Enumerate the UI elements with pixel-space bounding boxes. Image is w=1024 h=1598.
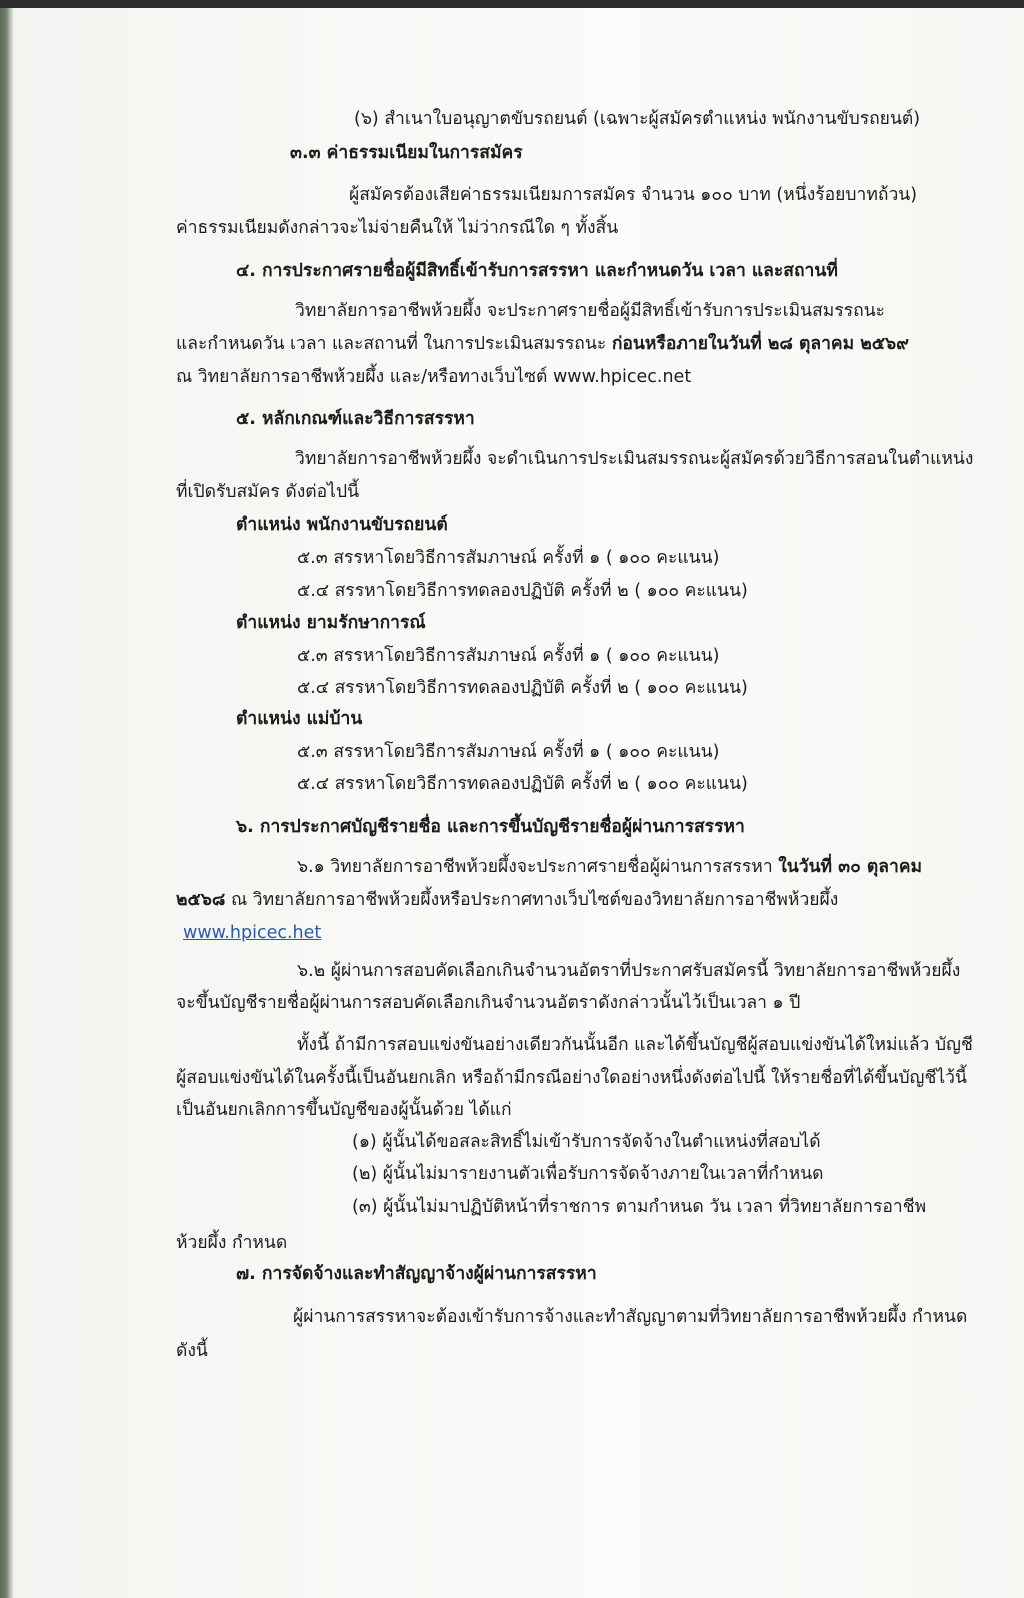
driver-practical-item: ๕.๔ สรรหาโดยวิธีการทดลองปฏิบัติ ครั้งที่ ๒ ( ๑๐๐ คะแนน)	[297, 581, 748, 601]
paragraph-6-1-line-2-text: ณ วิทยาลัยการอาชีพห้วยผึ้งหรือประกาศทางเว็บไซต์ของวิทยาลัยการอาชีพห้วยผึ้ง	[230, 890, 839, 910]
guard-interview-item: ๕.๓ สรรหาโดยวิธีการสัมภาษณ์ ครั้งที่ ๑ ( ๑๐๐ คะแนน)	[297, 646, 720, 666]
position-driver-heading: ตำแหน่ง พนักงานขับรถยนต์	[236, 515, 448, 535]
paragraph-6-1-year: ๒๕๖๘	[176, 890, 226, 910]
paragraph-4-line-2	[176, 333, 909, 355]
paragraph-cancel-line-3: เป็นอันยกเลิกการขึ้นบัญชีของผู้นั้นด้วย ได้แก่	[176, 1100, 512, 1120]
position-guard-heading: ตำแหน่ง ยามรักษาการณ์	[236, 613, 426, 633]
section-7-heading: ๗. การจัดจ้างและทำสัญญาจ้างผู้ผ่านการสรรหา	[236, 1264, 597, 1284]
list-item-driver-license-copy: (๖) สำเนาใบอนุญาตขับรถยนต์ (เฉพาะผู้สมัครตำแหน่ง พนักงานขับรถยนต์)	[354, 109, 921, 129]
paragraph-6-2-line-1: ๖.๒ ผู้ผ่านการสอบคัดเลือกเกินจำนวนอัตราที่ประกาศรับสมัครนี้ วิทยาลัยการอาชีพห้วยผึ้ง	[297, 961, 961, 981]
guard-practical-item: ๕.๔ สรรหาโดยวิธีการทดลองปฏิบัติ ครั้งที่ ๒ ( ๑๐๐ คะแนน)	[297, 678, 748, 698]
paragraph-cancel-line-1: ทั้งนี้ ถ้ามีการสอบแข่งขันอย่างเดียวกันนั้นอีก และได้ขึ้นบัญชีผู้สอบแข่งขันได้ใหม่แล้ว บัญชี	[297, 1035, 973, 1055]
paragraph-fee-line-2: ค่าธรรมเนียมดังกล่าวจะไม่จ่ายคืนให้ ไม่ว่ากรณีใด ๆ ทั้งสิ้น	[176, 218, 619, 238]
section-5-heading: ๕. หลักเกณฑ์และวิธีการสรรหา	[236, 409, 475, 429]
paragraph-4-line-3: ณ วิทยาลัยการอาชีพห้วยผึ้ง และ/หรือทางเว็บไซต์ www.hpicec.net	[176, 367, 692, 387]
section-3-3-heading: ๓.๓ ค่าธรรมเนียมในการสมัคร	[290, 143, 523, 163]
paragraph-7-line-2: ดังนี้	[176, 1341, 208, 1361]
section-4-heading: ๔. การประกาศรายชื่อผู้มีสิทธิ์เข้ารับการสรรหา และกำหนดวัน เวลา และสถานที่	[236, 261, 838, 281]
paragraph-4-line-1: วิทยาลัยการอาชีพห้วยผึ้ง จะประกาศรายชื่อผู้มีสิทธิ์เข้ารับการประเมินสมรรถนะ	[295, 301, 886, 321]
paragraph-6-1-text: ๖.๑ วิทยาลัยการอาชีพห้วยผึ้งจะประกาศรายชื่อผู้ผ่านการสรรหา	[297, 857, 773, 877]
cancel-condition-1: (๑) ผู้นั้นได้ขอสละสิทธิ์ไม่เข้ารับการจัดจ้างในตำแหน่งที่สอบได้	[352, 1132, 821, 1152]
paragraph-7-line-1: ผู้ผ่านการสรรหาจะต้องเข้ารับการจ้างและทำสัญญาตามที่วิทยาลัยการอาชีพห้วยผึ้ง กำหนด	[293, 1307, 968, 1327]
section-6-heading: ๖. การประกาศบัญชีรายชื่อ และการขึ้นบัญชีรายชื่อผู้ผ่านการสรรหา	[236, 817, 745, 837]
paragraph-5-line-1: วิทยาลัยการอาชีพห้วยผึ้ง จะดำเนินการประเมินสมรรถนะผู้สมัครด้วยวิธีการสอนในตำแหน่ง	[295, 449, 974, 469]
website-link[interactable]: www.hpicec.het	[183, 923, 322, 943]
cancel-condition-2: (๒) ผู้นั้นไม่มารายงานตัวเพื่อรับการจัดจ้างภายในเวลาที่กำหนด	[352, 1164, 824, 1184]
position-housekeeper-heading: ตำแหน่ง แม่บ้าน	[236, 709, 363, 729]
housekeeper-interview-item: ๕.๓ สรรหาโดยวิธีการสัมภาษณ์ ครั้งที่ ๑ ( ๑๐๐ คะแนน)	[297, 742, 720, 762]
paragraph-4-line-2-text: และกำหนดวัน เวลา และสถานที่ ในการประเมินสมรรถนะ	[176, 334, 607, 354]
paragraph-6-2-line-2: จะขึ้นบัญชีรายชื่อผู้ผ่านการสอบคัดเลือกเกินจำนวนอัตราดังกล่าวนั้นไว้เป็นเวลา ๑ ปี	[176, 993, 801, 1013]
paragraph-cancel-line-2: ผู้สอบแข่งขันได้ในครั้งนี้เป็นอันยกเลิก หรือถ้ามีกรณีอย่างใดอย่างหนึ่งดังต่อไปนี้ ให้รายชื่อที่ได้ขึ้นบัญชีไว้นี้	[176, 1068, 967, 1088]
paragraph-6-1-date: ในวันที่ ๓๐ ตุลาคม	[778, 857, 923, 877]
paragraph-6-1-line-2	[176, 889, 838, 911]
cancel-condition-3-continuation: ห้วยผึ้ง กำหนด	[176, 1233, 288, 1253]
housekeeper-practical-item: ๕.๔ สรรหาโดยวิธีการทดลองปฏิบัติ ครั้งที่ ๒ ( ๑๐๐ คะแนน)	[297, 774, 748, 794]
cancel-condition-3: (๓) ผู้นั้นไม่มาปฏิบัติหน้าที่ราชการ ตามกำหนด วัน เวลา ที่วิทยาลัยการอาชีพ	[352, 1197, 927, 1217]
paragraph-5-line-2: ที่เปิดรับสมัคร ดังต่อไปนี้	[176, 482, 360, 502]
paragraph-6-1-line-1	[297, 856, 922, 878]
paragraph-fee-line-1: ผู้สมัครต้องเสียค่าธรรมเนียมการสมัคร จำนวน ๑๐๐ บาท (หนึ่งร้อยบาทถ้วน)	[349, 185, 918, 205]
paragraph-4-deadline: ก่อนหรือภายในวันที่ ๒๘ ตุลาคม ๒๕๖๙	[611, 334, 909, 354]
driver-interview-item: ๕.๓ สรรหาโดยวิธีการสัมภาษณ์ ครั้งที่ ๑ ( ๑๐๐ คะแนน)	[297, 548, 720, 568]
